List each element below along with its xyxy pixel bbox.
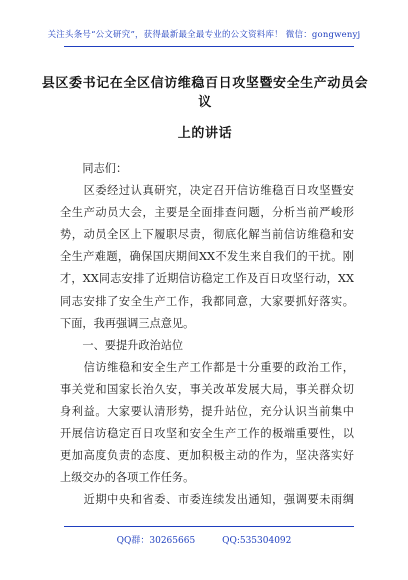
body-line: 信访维稳和安全生产工作都是十分重要的政治工作， [60,360,354,374]
document-body [60,158,354,512]
section-heading: 一、要提升政治站位 [60,338,184,352]
body-line: 事关党和国家长治久安，事关改革发展大局，事关群众切 [60,382,354,396]
footer-divider [64,526,354,527]
salutation-line: 同志们： [60,162,128,175]
body-line: 区委经过认真研究，决定召开信访维稳百日攻坚暨安 [60,184,354,198]
header-divider [64,46,354,47]
body-line: 势，动员全区上下履职尽责，彻底化解当前信访维稳和安 [60,228,354,242]
body-line: 开展信访稳定百日攻坚和安全生产工作的极端重要性，以 [60,427,354,441]
footer-qq-group: QQ群：30265665 [116,536,196,546]
header-banner: 关注头条号“公文研究”，获得最新最全最专业的公文资料库！ 微信：gongwenyj [47,30,361,40]
body-line: 更加高度负责的态度、更加积极主动的作为，坚决落实好 [60,449,354,463]
body-line: 近期中央和省委、市委连续发出通知，强调要未雨绸 [60,493,354,507]
document-title-continuation: 上的讲话 [177,126,233,141]
body-line: 下面，我再强调三点意见。 [60,316,195,330]
document-title: 县区委书记在全区信访维稳百日攻坚暨安全生产动员会议 [41,76,369,110]
footer-qq-contact: QQ:535304092 [222,536,292,546]
body-line: 上级交办的各项工作任务。 [60,471,195,485]
body-line: 身利益。大家要认清形势，提升站位，充分认识当前集中 [60,405,354,419]
footer [0,533,408,546]
body-line: 同志安排了安全生产工作，我都同意，大家要抓好落实。 [60,294,354,308]
body-line: 全生产动员大会，主要是全面排查问题，分析当前严峻形 [60,206,354,220]
body-line: 才，XX同志安排了近期信访稳定工作及百日攻坚行动，XX [60,272,354,286]
body-line: 全生产难题，确保国庆期间XX不发生来自我们的干扰。刚 [60,250,354,264]
